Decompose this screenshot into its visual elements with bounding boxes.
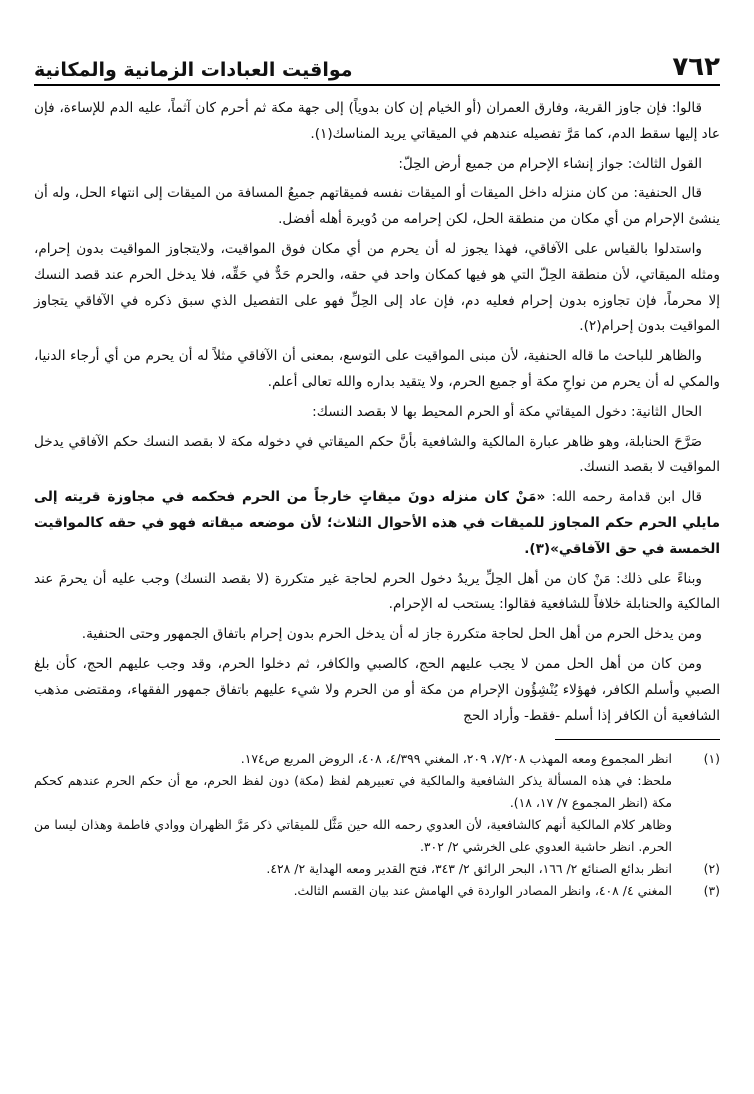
footnote [34,880,720,902]
footnote [34,858,720,880]
main-text [34,86,720,729]
footnote-number: (١) [703,751,720,767]
quote-intro: قال ابن قدامة رحمه الله: [551,489,702,506]
footnote-separator [555,739,720,740]
footnote-continuation [34,814,720,858]
footnotes [34,748,720,902]
paragraph: قالوا: فإن جاوز القرية، وفارق العمران (أو الخيام إن كان بدوياً) إلى جهة مكة ثم أحرم كان آثماً، عليه الدم للإساءة، فإن عاد إليها سقط الدم، كما مَرَّ تفصيله عندهم في الميقاتي يريد المناسك(١). [34,100,720,142]
footnote-text: وظاهر كلام المالكية أنهم كالشافعية، لأن العدوي رحمه الله حين مَثَّل للميقاتي ذكر مَرَّ الظهران ووادي فاطمة وهذان ليسا من الحرم. انظر حاشية العدوي على الخرشي ٢/ ٣٠٢. [34,817,672,855]
paragraph: والظاهر للباحث ما قاله الحنفية، لأن مبنى المواقيت على التوسع، بمعنى أن الآفاقي مثلاً له أن يحرم من أي أرجاء الدنيا، والمكي له أن يحرم من نواحِ مكة أو جميع الحرم، ولا يتقيد بداره والله تعالى أعلم. [34,348,720,390]
paragraph: وبناءً على ذلك: مَنْ كان من أهل الحِلِّ يريدُ دخول الحرم لحاجة غير متكررة (لا بقصد النسك) وجب عليه أن يحرمَ عند المالكية والحنابلة خلافاً للشافعية فقالوا: يستحب له الإحرام. [34,570,720,613]
page-number: ٧٦٢ [672,52,720,82]
paragraph: ومن يدخل الحرم من أهل الحل لحاجة متكررة جاز له أن يدخل الحرم بدون إحرام باتفاق الجمهور وحتى الحنفية. [81,626,702,643]
running-title: مواقيت العبادات الزمانية والمكانية [34,59,353,81]
section-heading: القول الثالث: جواز إنشاء الإحرام من جميع أرض الحِلّ: [398,155,702,172]
paragraph: واستدلوا بالقياس على الآفاقي، فهذا يجوز له أن يحرم من أي مكان فوق المواقيت، ولايتجاوز المواقيت بدون إحرام، ومثله الميقاتي، لأن منطقة الحِلّ التي هو فيها كمكان واحد في حقه، والحرم حَدٌّ في حَقِّه، فلا يدخل الحرم عند قصد النسك إلا محرماً، فإن تجاوزه بدون إحرام فعليه دم، فإن عاد إلى الحِلِّ فهو على التفصيل الذي سبق ذكره في الآفاقي يتجاوز المواقيت بدون إحرام(٢). [34,240,720,335]
paragraph: صَرَّحَ الحنابلة، وهو ظاهر عبارة المالكية والشافعية بأنَّ حكم الميقاتي في دخوله مكة لا بقصد النسك حكم الآفاقي يدخل المواقيت لا بقصد النسك. [34,433,720,476]
footnote-number: (٣) [703,883,720,899]
footnote [34,748,720,770]
footnote-text: المغني ٤/ ٤٠٨، وانظر المصادر الواردة في الهامش عند بيان القسم الثالث. [293,883,672,899]
section-heading: الحال الثانية: دخول الميقاتي مكة أو الحرم المحيط بها لا بقصد النسك: [312,403,702,420]
footnote-number: (٢) [703,861,720,877]
footnote-continuation [34,770,720,814]
footnote-text: انظر بدائع الصنائع ٢/ ١٦٦، البحر الرائق ٢/ ٣٤٣، فتح القدير ومعه الهداية ٢/ ٤٢٨. [266,861,672,877]
paragraph: قال الحنفية: من كان منزله داخل الميقات أو الميقات نفسه فميقاتهم جميعُ المسافة من الميقات إلى انتهاء الحل، وله أن ينشئ الإحرام من أي مكان من منطقة الحل، لكن إحرامه من دُويرة أهله أفضل. [34,185,720,228]
book-page [34,40,720,902]
footnote-text: ملحظ: في هذه المسألة يذكر الشافعية والمالكية في تعبيرهم لفظ (مكة) دون لفظ الحرم، مع أن حكم الحرم عندهم كحكم مكة (انظر المجموع ٧/ ١٧، ١٨). [34,773,672,811]
footnote-text: انظر المجموع ومعه المهذب ٧/٢٠٨، ٢٠٩، المغني ٤/٣٩٩، ٤٠٨، الروض المربع ص١٧٤. [240,751,672,767]
paragraph: ومن كان من أهل الحل ممن لا يجب عليهم الحج، كالصبي والكافر، ثم دخلوا الحرم، وقد وجب عليهم الحج، كأن بلغ الصبي وأسلم الكافر، فهؤلاء يُنْشِؤُون الإحرام من مكة أو من الحرم ولا شيء عليهم باتفاق جمهور الفقهاء، ومقتضى مذهب الشافعية أن الكافر إذا أسلم -فقط- وأراد الحج [34,655,720,724]
quote-text: «مَنْ كان منزله دونَ ميقاتٍ خارجاً من الحرم فحكمه في مجاوزة قريته إلى مايلي الحرم حكم المجاوز للميقات في هذه الأحوال الثلاث؛ لأن موضعه ميقاته فهو في حقه كالمواقيت الخمسة في حق الآفاقي»(٣). [34,489,720,557]
quote-paragraph [34,485,720,562]
page-header [34,40,720,86]
